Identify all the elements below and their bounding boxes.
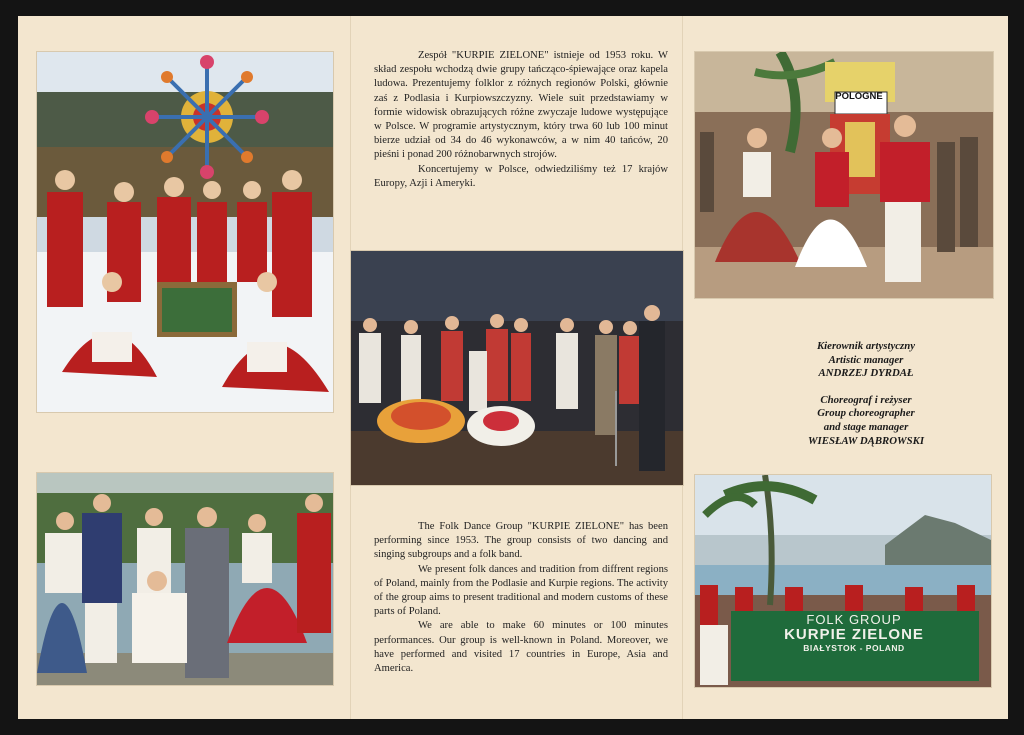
credit-artistic-title-en: Artistic manager bbox=[828, 353, 904, 366]
credit-choreo-name: WIESŁAW DĄBROWSKI bbox=[807, 434, 925, 447]
pologne-sign: POLOGNE bbox=[835, 91, 883, 102]
banner-line-1: FOLK GROUP bbox=[806, 612, 902, 627]
banner-line-2: KURPIE ZIELONE bbox=[784, 626, 924, 643]
polish-paragraph: Koncertujemy w Polsce, odwiedziliśmy też 17 krajów Europy, Azji i Ameryki. bbox=[374, 163, 668, 189]
credit-choreo bbox=[766, 394, 966, 448]
credit-artistic bbox=[766, 340, 966, 381]
banner-line-3: BIAŁYSTOK - POLAND bbox=[803, 643, 905, 653]
photo-group-outdoor bbox=[36, 472, 334, 686]
photo-stage-ceremony bbox=[350, 250, 684, 486]
english-text bbox=[374, 520, 668, 676]
credit-choreo-title-en1: Group choreographer bbox=[817, 407, 915, 420]
english-paragraph: We present folk dances and tradition from diffrent regions of Poland, mainly from the Podlasie and Kurpie regions. The activity of the group aims to present traditional and modern customs of these parts of Poland. bbox=[374, 563, 668, 618]
credits bbox=[766, 340, 966, 461]
polish-text bbox=[374, 49, 668, 191]
photo-pologne-mall bbox=[694, 51, 994, 299]
credit-artistic-name: ANDRZEJ DYRDAŁ bbox=[818, 367, 914, 380]
photo-winter-group bbox=[36, 51, 334, 413]
polish-paragraph: Zespół "KURPIE ZIELONE" istnieje od 1953 roku. W skład zespołu wchodzą dwie grupy tańcząco-śpiewające oraz kapela ludowa. Prezentujemy folklor z różnych regionów Polski, głównie zaś z Podlasia i Kurpiowszczyzny. Wiele suit przedstawiamy w formie widowisk obrazujących różne zwyczaje ludowe występujące w Polsce. W programie artystycznym, który trwa 60 lub 100 minut bierze udział od 34 do 46 wykonawców, a w nim 40 tańców, 20 pieśni i ponad 200 różnobarwnych strojów. bbox=[374, 50, 668, 161]
credit-artistic-title-pl: Kierownik artystyczny bbox=[816, 340, 916, 352]
credit-choreo-title-en2: and stage manager bbox=[823, 420, 909, 433]
banner-text bbox=[730, 612, 978, 653]
english-paragraph: We are able to make 60 minutes or 100 minutes performances. Our group is well-known in Poland. Moreover, we have performed and visited 17 countries in Europe, Asia and America. bbox=[374, 620, 668, 675]
brochure-sheet bbox=[18, 16, 1008, 719]
credit-choreo-title-pl: Choreograf i reżyser bbox=[820, 393, 912, 406]
photo-beach-banner bbox=[694, 474, 992, 688]
english-paragraph: The Folk Dance Group "KURPIE ZIELONE" has been performing since 1953. The group consists of two dancing and singing subgroups and a folk band. bbox=[374, 521, 668, 561]
